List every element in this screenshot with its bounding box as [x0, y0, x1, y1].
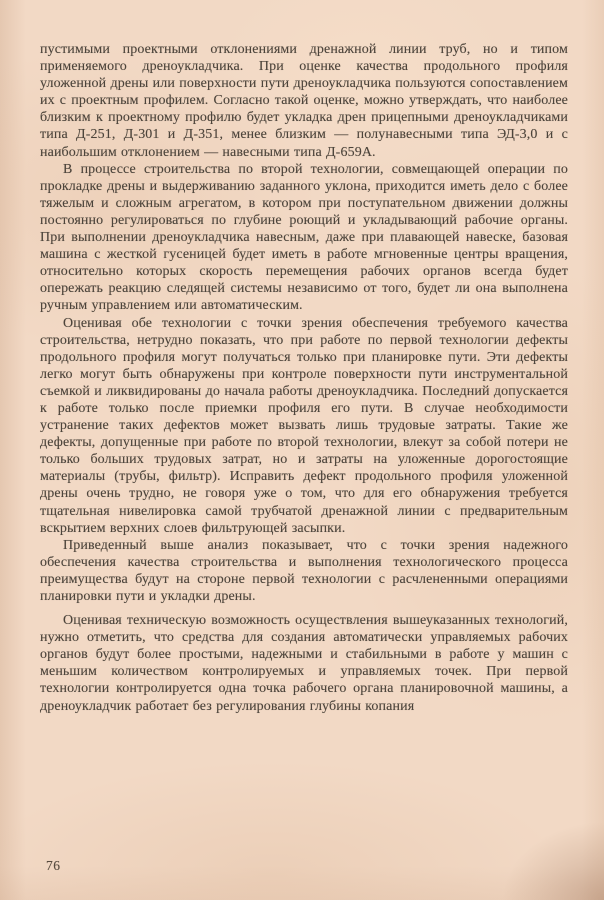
paragraph-continuation: пустимыми проектными отклонениями дренажной линии труб, но и типом применяемого дреноукладчика. При оценке качества продольного профиля уложенной дрены или поверхности пути дреноукладчика пользуются сопоставлением их с проектным профилем. Согласно такой оценке, можно утверждать, что наиболее близким к проектному профилю будет укладка дрен прицепными дреноукладчиками типа Д-251, Д-301 и Д-351, менее близким — полунавесными типа ЭД-3,0 и с наибольшим отклонением — навесными типа Д-659А.: [40, 42, 568, 160]
page-number: 76: [46, 858, 61, 873]
paragraph-technical-feasibility: Оценивая техническую возможность осуществления вышеуказанных технологий, нужно отметить, что средства для создания автоматически управляемых рабочих органов будут более простыми, надежными и стабильными в работе у машин с меньшим количеством контролируемых и управляемых точек. При первой технологии контролируется одна точка рабочего органа планировочной машины, а дреноукладчик работает без регулирования глубины копания: [40, 613, 568, 714]
paragraph-quality-comparison: Оценивая обе технологии с точки зрения обеспечения требуемого качества строительства, нетрудно показать, что при работе по первой технологии дефекты продольного профиля могут получаться только при планировке пути. Эти дефекты легко могут быть обнаружены при контроле поверхности пути инструментальной съемкой и ликвидированы до начала работы дреноукладчика. Последний допускается к работе только после приемки профиля его пути. В случае необходимости устранение таких дефектов может вызвать лишь трудовые затраты. Такие же дефекты, допущенные при работе по второй технологии, влекут за собой потери не только больших трудовых затрат, но и затраты на уложенные дорогостоящие материалы (трубы, фильтр). Исправить дефект продольного профиля уложенной дрены очень трудно, не говоря уже о том, что для его обнаружения требуется тщательная нивелировка самой трубчатой дренажной линии с предварительным вскрытием верхних слоев фильтрующей засыпки.: [40, 315, 568, 536]
page-text-block: [40, 41, 568, 715]
paragraph-second-technology: В процессе строительства по второй технологии, совмещающей операции по прокладке дрены и выдерживанию заданного уклона, приходится иметь дело с более тяжелым и сложным агрегатом, в котором при поступательном движении должны постоянно регулироваться по глубине роющий и укладывающий рабочие органы. При выполнении дреноукладчика навесным, даже при плавающей навеске, базовая машина с жесткой гусеницей будет иметь в работе мгновенные центры вращения, относительно которых скорость перемещения рабочих органов всегда будет опережать реакцию следящей системы независимо от того, будет ли она выполнена ручным управлением или автоматическим.: [40, 161, 568, 314]
paragraph-analysis-conclusion: Приведенный выше анализ показывает, что с точки зрения надежного обеспечения качества строительства и выполнения технологического процесса преимущества будут на стороне первой технологии с расчлененными операциями планировки пути и укладки дрены.: [40, 537, 568, 604]
